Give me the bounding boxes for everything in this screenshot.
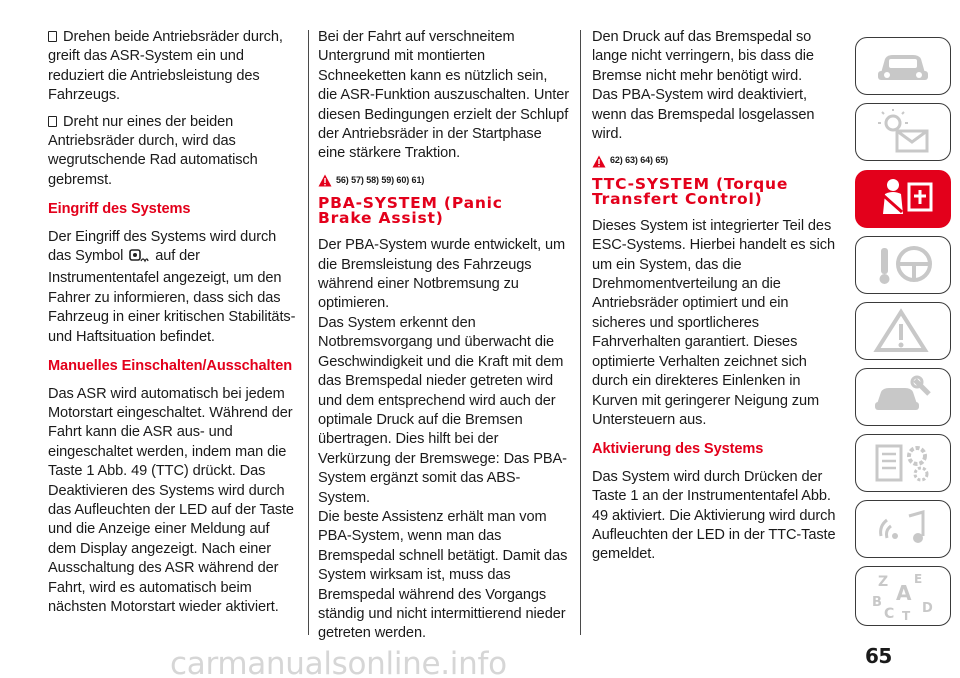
heading-pba-system: PBA-SYSTEM (Panic Brake Assist) — [318, 194, 503, 228]
tab-index[interactable] — [855, 566, 951, 626]
page-number: 65 — [865, 644, 892, 668]
bullet-paragraph-2: Dreht nur eines der beiden Antriebsräder durch, wird das wegrutschende Rad automatisch gebremst. — [48, 113, 258, 188]
tab-maintenance[interactable] — [855, 368, 951, 426]
paragraph-pba-deaktiviert: Das PBA-System wird deaktiviert, wenn das Bremspedal losgelassen wird. — [592, 87, 815, 143]
index-letter: D — [922, 601, 933, 616]
tab-safety[interactable] — [855, 170, 951, 228]
index-letter: E — [914, 572, 923, 586]
car-icon — [873, 45, 933, 87]
tab-car[interactable] — [855, 37, 951, 95]
watermark: carmanualsonline.info — [170, 646, 507, 678]
chapter-tabs — [855, 0, 960, 678]
warning-triangle-icon — [871, 308, 935, 354]
bullet-square-icon — [48, 31, 57, 42]
paragraph-pba-detail: Das System erkennt den Notbremsvorgang und überwacht die Geschwindigkeit und die Kraft mit dem das Bremspedal nieder getreten wird und dem entsprechend wird auch der optimale Druck auf die Bremsen übertragen. Dies hilft bei der Verkürzung der Bremswege: Das PBA-System ergänzt somit das ABS-System. — [318, 314, 567, 506]
paragraph-ttc: Dieses System ist integrierter Teil des ESC-Systems. Hierbei handelt es sich um ein System, das die Drehmomentverteilung an die Antriebsräder optimiert und ein sicheres und sportlicheres Fahrverhalten garantiert. Dieses optimierte Verhalten zeichnet sich durch ein direkteres Einlenken in Kurven mit geringerer Neigung zum Untersteuern aus. — [592, 217, 835, 428]
column-1 — [48, 28, 298, 624]
column-2 — [318, 28, 570, 651]
index-letter: C — [884, 606, 895, 622]
heading-manuelles-einschalten: Manuelles Einschalten/Ausschalten — [48, 358, 293, 375]
column-3 — [592, 28, 842, 572]
warning-triangle-icon — [318, 174, 332, 187]
paragraph-bremsdruck: Den Druck auf das Bremspedal so lange nicht verringern, bis dass die Bremse nicht mehr benötigt wird. — [592, 29, 814, 84]
warning-triangle-icon — [592, 155, 606, 168]
warning-references: 62) 63) 64) 65) — [592, 151, 842, 170]
multimedia-icon — [871, 506, 935, 552]
column-divider-2 — [580, 30, 581, 635]
bullet-square-icon — [48, 116, 57, 127]
dashboard-lights-icon — [873, 109, 933, 155]
paragraph-pba-assist: Die beste Assistenz erhält man vom PBA-System, wenn man das Bremspedal schnell betätigt. Damit das System wirksam ist, muss das Bremspedal während des Vorgangs ständig und nicht intermittierend nieder getreten werden. — [318, 508, 568, 642]
heading-eingriff: Eingriff des Systems — [48, 201, 191, 218]
warning-references: 56) 57) 58) 59) 60) 61) — [318, 171, 570, 190]
paragraph-pba-intro: Der PBA-System wurde entwickelt, um die Bremsleistung des Fahrzeugs während einer Notbremsung zu optimieren. — [318, 237, 566, 312]
bullet-paragraph-1: Drehen beide Antriebsräder durch, greift das ASR-System ein und reduziert die Antriebsleistung des Fahrzeugs. — [48, 29, 283, 104]
paragraph-manuelles: Das ASR wird automatisch bei jedem Motorstart eingeschaltet. Während der Fahrt kann die ASR aus- und eingeschaltet werden, indem man die Taste 1 Abb. 49 (TTC) drückt. Das Deaktivieren des Systems wird durch das Aufleuchten der LED auf der Taste und die Anzeige einer Meldung auf dem Display angezeigt. Nach einer Ausschaltung des ASR während der Fahrt, wird es automatisch beim nächsten Motorstart wieder aktiviert. — [48, 385, 294, 615]
paragraph-aktivierung: Das System wird durch Drücken der Taste 1 an der Instrumententafel Abb. 49 aktiviert. Die Aktivierung wird durch Aufleuchten der LED in der TTC-Taste gemeldet. — [592, 468, 836, 563]
car-maintenance-icon — [871, 374, 935, 420]
tab-multimedia[interactable] — [855, 500, 951, 558]
index-letter: Z — [878, 574, 889, 590]
seatbelt-airbag-icon — [871, 176, 935, 222]
column-divider-1 — [308, 30, 309, 635]
index-letter: B — [872, 595, 882, 610]
heading-ttc-system: TTC-SYSTEM (Torque Transfert Control) — [592, 174, 789, 208]
tab-emergency[interactable] — [855, 302, 951, 360]
index-letter: A — [896, 581, 912, 605]
technical-data-icon — [871, 440, 935, 486]
paragraph-eingriff: Der Eingriff des Systems wird durch das Symbol auf der Instrumententafel angezeigt, um den Fahrer zu informieren, dass sich das Fahrzeug in einer kritischen Stabilitäts- und Haftsituation befindet. — [48, 228, 296, 345]
tab-starting-driving[interactable] — [855, 236, 951, 294]
tab-technical-data[interactable] — [855, 434, 951, 492]
index-letter: T — [902, 609, 911, 622]
key-steering-icon — [871, 242, 935, 288]
esc-warning-symbol-icon — [129, 249, 149, 269]
heading-aktivierung: Aktivierung des Systems — [592, 441, 764, 458]
alphabetical-index-icon — [868, 570, 938, 622]
paragraph-schneeketten: Bei der Fahrt auf verschneitem Untergrund mit montierten Schneeketten kann es nützlich sein, die ASR-Funktion auszuschalten. Unter diesen Bedingungen erzielt der Schlupf der Antriebsräder in der Startphase eine stärkere Traktion. — [318, 29, 570, 162]
tab-dashboard-lights[interactable] — [855, 103, 951, 161]
